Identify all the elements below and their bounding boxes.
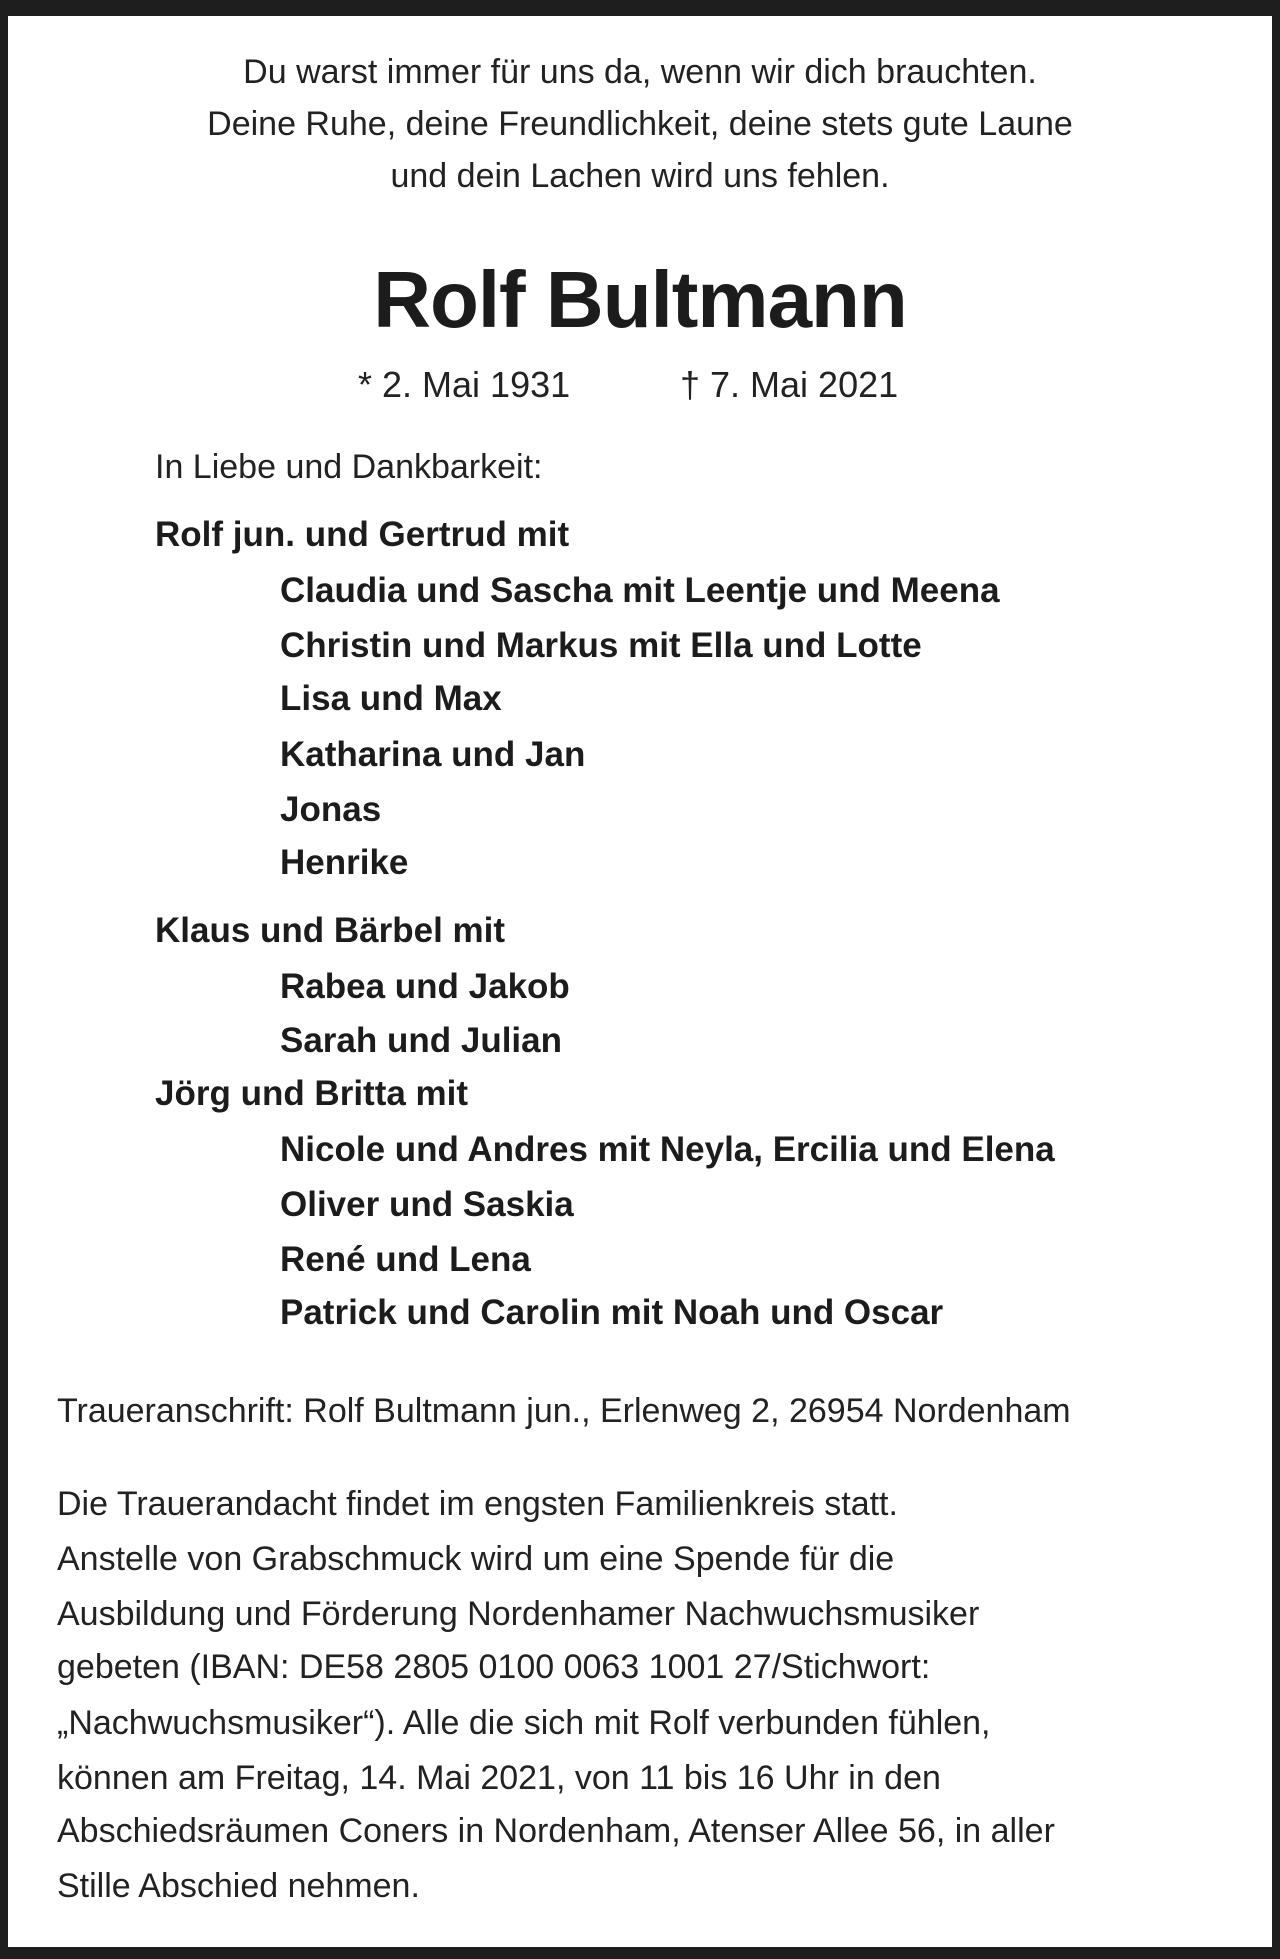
family-member: Claudia und Sascha mit Leentje und Meena: [280, 571, 1000, 610]
quote-line-3: und dein Lachen wird uns fehlen.: [390, 157, 890, 195]
quote-line-2: Deine Ruhe, deine Freundlichkeit, deine stets gute Laune: [207, 105, 1073, 143]
family-head: Klaus und Bärbel mit: [155, 911, 506, 950]
death-date: † 7. Mai 2021: [680, 364, 899, 405]
notice-line: „Nachwuchsmusiker“). Alle die sich mit Rolf verbunden fühlen,: [57, 1704, 991, 1742]
quote-line-1: Du warst immer für uns da, wenn wir dich brauchten.: [243, 53, 1037, 91]
family-member: Henrike: [280, 843, 409, 882]
notice-line: können am Freitag, 14. Mai 2021, von 11 bis 16 Uhr in den: [57, 1759, 941, 1797]
mourning-address: Traueranschrift: Rolf Bultmann jun., Erlenweg 2, 26954 Nordenham: [57, 1392, 1071, 1430]
family-member: Patrick und Carolin mit Noah und Oscar: [280, 1293, 944, 1332]
notice-line: Die Trauerandacht findet im engsten Familienkreis statt.: [57, 1485, 898, 1523]
notice-line: Stille Abschied nehmen.: [57, 1867, 420, 1905]
family-member: Rabea und Jakob: [280, 967, 570, 1006]
family-member: Nicole und Andres mit Neyla, Ercilia und Elena: [280, 1130, 1055, 1169]
notice-line: Abschiedsräumen Coners in Nordenham, Atenser Allee 56, in aller: [57, 1812, 1055, 1850]
notice-line: Ausbildung und Förderung Nordenhamer Nachwuchsmusiker: [57, 1595, 980, 1633]
dedication-intro: In Liebe und Dankbarkeit:: [155, 448, 543, 486]
family-member: Sarah und Julian: [280, 1021, 562, 1060]
family-member: Katharina und Jan: [280, 735, 586, 774]
family-member: René und Lena: [280, 1240, 531, 1279]
deceased-name: Rolf Bultmann: [373, 255, 907, 344]
memorial-quote: [0, 46, 1280, 202]
family-member: Lisa und Max: [280, 679, 502, 718]
birth-date: * 2. Mai 1931: [358, 364, 571, 405]
family-head: Jörg und Britta mit: [155, 1074, 469, 1113]
notice-line: Anstelle von Grabschmuck wird um eine Spende für die: [57, 1540, 895, 1578]
notice-line: gebeten (IBAN: DE58 2805 0100 0063 1001 27/Stichwort:: [57, 1648, 931, 1686]
family-head: Rolf jun. und Gertrud mit: [155, 515, 570, 554]
family-member: Jonas: [280, 790, 382, 829]
family-member: Christin und Markus mit Ella und Lotte: [280, 626, 922, 665]
family-member: Oliver und Saskia: [280, 1185, 574, 1224]
